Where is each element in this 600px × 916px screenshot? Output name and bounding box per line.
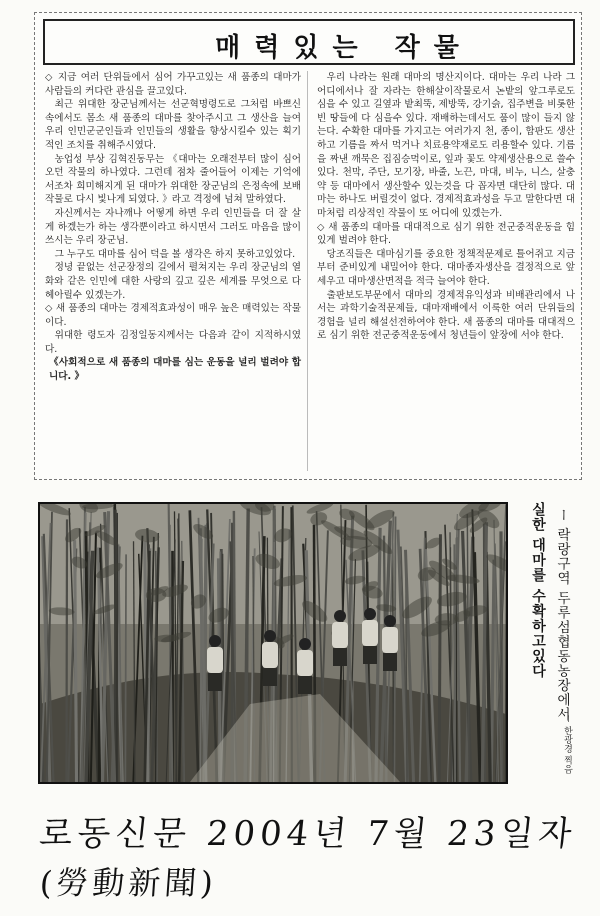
article-paragraph: 위대한 령도자 김정일동지께서는 다음과 같이 지적하시였다. <box>45 330 301 355</box>
column-divider <box>307 71 308 471</box>
article-left-column <box>45 71 301 384</box>
article-paragraph: 정녕 끝없는 선군장정의 길에서 펼쳐지는 우리 장군님의 열화와 같은 인민에 대한 사랑의 깊고 깊은 세계를 무엇으로 다 헤아릴수 있겠는가. <box>45 262 301 301</box>
caption-location: ー 락랑구역 두루섬협동농장에서 <box>554 508 570 722</box>
article-paragraph: 우리 나라는 원래 대마의 명산지이다. 대마는 우리 나라 그 어디에서나 잘 자라는 한해살이작물로서 논밭의 앞그루로도 심을 수 있고 길옆과 밭최뚝, 제방뚝, 강기슭, 집주변을 비롯한 빈 땅들에 다 심을수 있다. 재배하는데서도 품이 많이 들지 않는다. 수확한 대마를 가지고는 여러가지 천, 종이, 합판도 생산하고 기름을 짜서 먹거나 치료용약재로도 리용할수 있다. 기름을 짜낸 깨묵은 집짐승먹이로, 잎과 꽃도 약제생산용으로 쓸수 있다. 천막, 주단, 모기장, 바줄, 노끈, 마대, 비누, 니스, 살충약 등 대마에서 생산할수 있는것을 다 꼽자면 대단히 많다. 대마는 하나도 버릴것이 없다. 경제적효과성을 두고 말한다면 대마처럼 리상적인 작물이 또 어디에 있겠는가. <box>317 72 575 219</box>
photo-caption <box>512 502 578 784</box>
article-title: 매력있는 작물 <box>215 33 473 63</box>
article-paragraph: 자신께서는 자나깨나 어떻게 하면 우리 인민들을 더 잘 살게 하겠는가 하는 생각뿐이라고 하시면서 그러도 마음을 많이 쓰시는 우리 장군님. <box>45 207 301 247</box>
caption-description: 실한 대마를 수확하고있다 <box>530 502 546 679</box>
dashed-separator <box>40 492 580 496</box>
article-block <box>34 12 582 480</box>
section-heading: ◇ 지금 여러 단위들에서 심어 가꾸고있는 새 품종의 대마가 사람들의 커다란 관심을 끌고있다. <box>45 72 301 97</box>
section-heading: ◇ 새 품종의 대마를 대대적으로 심기 위한 전군중적운동을 힘있게 벌려야 한다. <box>317 221 575 247</box>
photo-image <box>40 504 506 782</box>
article-paragraph: 당조직들은 대마심기를 중요한 정책적문제로 틀어쥐고 지금부터 준비있게 내밀어야 한다. 대마종자생산을 결정적으로 앞세우고 대마생산면적을 적극 늘여야 한다. <box>317 248 575 287</box>
article-paragraph: 농업성 부상 김혁진동무는 《대마는 오래전부터 많이 심어오던 작물의 하나였다. 그런데 점차 줄어들어 이제는 기억에서조차 희미해지게 된 대마가 위대한 장군님의 은정속에 보배작물로 다시 빛나게 되였다. 》라고 격정에 넘쳐 말하였다. <box>45 153 301 206</box>
article-right-column <box>317 71 575 343</box>
article-paragraph: 출판보도부문에서 대마의 경제적유익성과 비배관리에서 나서는 과학기술적문제들, 대마재배에서 이룩한 여러 단위들의 경험을 널리 해설선전하여야 한다. 새 품종의 대마를 대대적으로 심기 위한 전군중적운동에서 청년들이 앞장에 서야 한다. <box>317 289 575 342</box>
article-paragraph: 최근 위대한 장군님께서는 선군혁명령도로 그처럼 바쁘신 속에서도 몸소 새 품종의 대마를 찾아주시고 그 생산을 늘여 우리 인민군군인들과 인민들의 생활을 향상시킬수 있는 획기적인 조치를 취해주시였다. <box>45 99 301 151</box>
article-paragraph: 그 누구도 대마를 심어 덕을 볼 생각은 하지 못하고있었다. <box>54 248 296 260</box>
quote-paragraph: 《사회적으로 새 품종의 대마를 심는 운동을 널리 벌려야 합니다. 》 <box>49 357 301 383</box>
title-box <box>43 19 575 65</box>
handwritten-date-note: 로동신문 2004년 7월 23일자 <box>37 814 579 854</box>
handwritten-newspaper-name: (勞動新聞) <box>38 864 219 902</box>
photo-hemp-harvest <box>38 502 508 784</box>
hemp-stalk <box>75 540 77 782</box>
hemp-stalk <box>125 554 126 782</box>
hemp-stalk <box>66 519 67 782</box>
section-heading: ◇ 새 품종의 대마는 경제적효과성이 매우 높은 매력있는 작물이다. <box>45 303 301 328</box>
photo-credit: ー 한광경 찍음 <box>562 714 572 774</box>
